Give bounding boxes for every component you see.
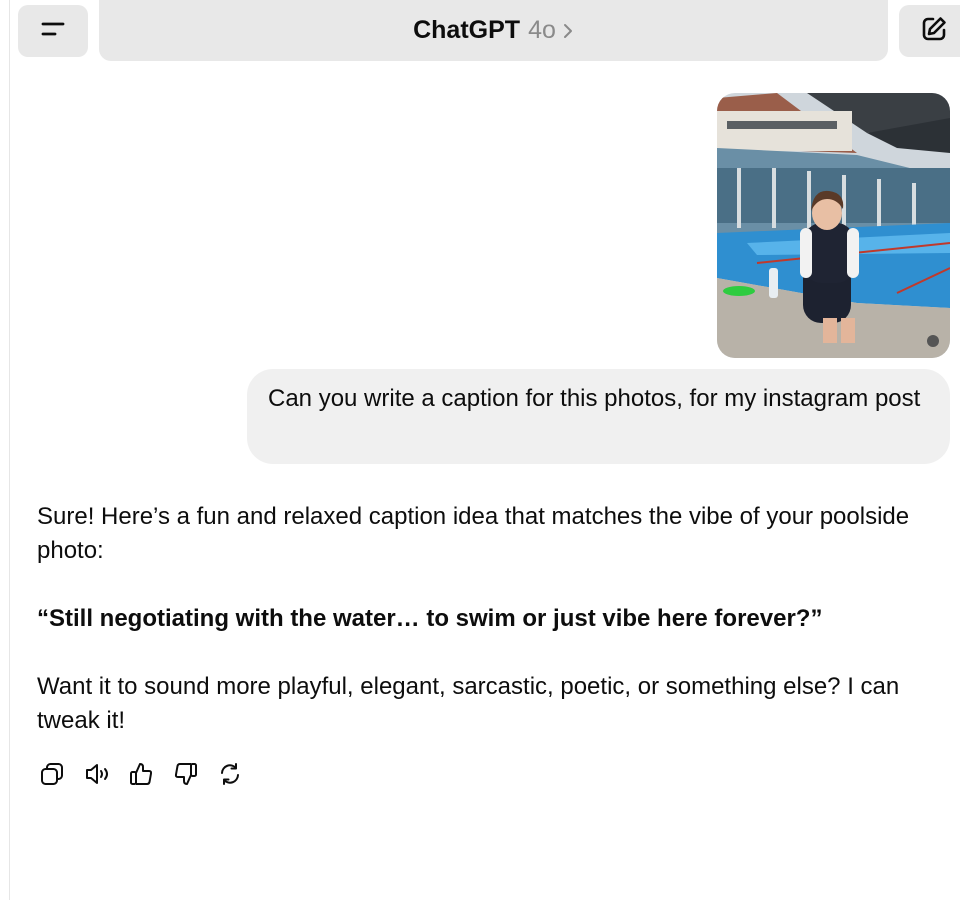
copy-button[interactable] — [37, 761, 67, 791]
assistant-message — [37, 500, 942, 738]
regenerate-icon — [217, 761, 243, 792]
model-name: 4o — [528, 16, 556, 44]
regenerate-button[interactable] — [215, 761, 245, 791]
assistant-intro-text: Sure! Here’s a fun and relaxed caption idea that matches the vibe of your poolside photo: — [37, 503, 910, 564]
bad-response-button[interactable] — [171, 761, 201, 791]
sidebar-menu-icon — [39, 19, 67, 44]
message-actions — [37, 761, 260, 791]
left-edge-divider — [9, 0, 10, 900]
model-selector[interactable] — [99, 0, 888, 61]
thumbs-up-icon — [128, 761, 154, 792]
new-chat-pencil-icon — [919, 14, 949, 49]
read-aloud-button[interactable] — [82, 761, 112, 791]
copy-icon — [39, 761, 65, 792]
user-message-bubble — [247, 369, 950, 464]
good-response-button[interactable] — [126, 761, 156, 791]
thumbs-down-icon — [173, 761, 199, 792]
sidebar-menu-button[interactable] — [18, 5, 88, 57]
chevron-right-icon — [562, 21, 574, 41]
assistant-followup-text: Want it to sound more playful, elegant, sarcastic, poetic, or something else? I can tweak it! — [37, 673, 900, 734]
speaker-icon — [83, 761, 111, 792]
caption-suggestion: “Still negotiating with the water… to swim or just vibe here forever?” — [37, 605, 823, 632]
user-message-text: Can you write a caption for this photos, for my instagram post — [268, 385, 921, 412]
app-name: ChatGPT — [413, 16, 521, 44]
new-chat-button[interactable] — [899, 5, 960, 57]
user-uploaded-photo[interactable] — [717, 93, 950, 358]
